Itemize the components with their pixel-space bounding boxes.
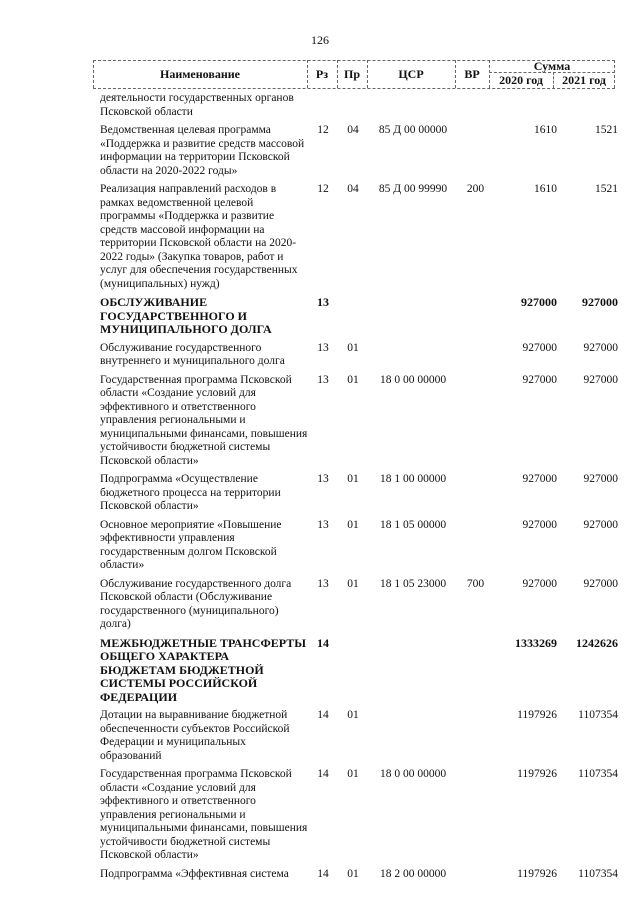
row-csr xyxy=(368,632,458,705)
row-csr: 18 0 00 00000 xyxy=(379,373,447,386)
row-pr: 01 xyxy=(347,373,359,386)
row-sum-2021: 927000 xyxy=(583,518,618,531)
header-csr: ЦСР xyxy=(398,66,424,81)
page-number: 126 xyxy=(311,33,329,47)
table-header xyxy=(93,60,615,88)
row-rz: 14 xyxy=(317,709,329,721)
row-sum-2020: 1610 xyxy=(534,183,557,195)
row-name: Реализация направлений расходов в рамках ведомственной целевой программы «Поддержка и развитие средств массовой информации на территории Псковской области на 2020-2022 годы» (Закупка товаров, работ и услуг для обеспечения государственных (муниципальных) нужд) xyxy=(100,183,298,290)
row-pr: 01 xyxy=(347,867,359,880)
header-year-2020: 2020 год xyxy=(499,72,543,87)
row-vr xyxy=(458,369,493,469)
header-name: Наименование xyxy=(160,66,240,81)
row-csr: 18 2 00 00000 xyxy=(379,867,447,880)
row-name: Обслуживание государственного внутреннего и муниципального долга xyxy=(100,341,285,367)
row-sum-2021: 927000 xyxy=(582,295,618,309)
table-row xyxy=(100,763,618,863)
row-sum-2021: 1521 xyxy=(595,183,618,195)
row-pr: 01 xyxy=(347,577,359,590)
row-sum-2020: 927000 xyxy=(522,373,557,386)
row-sum-2020: 1197926 xyxy=(517,867,557,880)
row-sum-2020: 1197926 xyxy=(517,768,557,780)
row-rz: 13 xyxy=(317,518,329,531)
row-pr: 04 xyxy=(347,183,359,195)
row-rz: 13 xyxy=(317,373,329,386)
row-csr xyxy=(368,337,458,369)
row-csr xyxy=(368,704,458,763)
header-vr: ВР xyxy=(464,66,480,81)
table-row xyxy=(100,573,618,632)
row-name: деятельности государственных органов Псковской области xyxy=(100,92,294,118)
row-name: Подпрограмма «Эффективная система xyxy=(100,867,289,880)
row-vr xyxy=(458,704,493,763)
budget-table xyxy=(100,92,618,881)
row-sum-2020: 927000 xyxy=(522,341,557,354)
row-vr xyxy=(458,763,493,863)
row-sum-2020: 927000 xyxy=(522,518,557,531)
row-vr xyxy=(458,92,493,119)
row-rz: 14 xyxy=(317,867,329,880)
header-sum: Сумма xyxy=(533,58,571,73)
row-rz: 12 xyxy=(317,183,329,195)
table-row xyxy=(100,863,618,882)
row-pr: 01 xyxy=(347,341,359,354)
row-pr: 04 xyxy=(347,124,359,136)
table-row xyxy=(100,632,618,705)
row-vr xyxy=(458,337,493,369)
header-rz: Рз xyxy=(315,66,329,81)
row-pr xyxy=(338,291,368,337)
row-sum-2020: 927000 xyxy=(522,473,557,485)
row-csr: 18 1 00 00000 xyxy=(379,473,447,485)
row-name: МЕЖБЮДЖЕТНЫЕ ТРАНСФЕРТЫ ОБЩЕГО ХАРАКТЕРА БЮДЖЕТАМ БЮДЖЕТНОЙ СИСТЕМЫ РОССИЙСКОЙ ФЕДЕРАЦИИ xyxy=(100,635,307,704)
header-year-2021: 2021 год xyxy=(562,72,606,87)
row-name: Обслуживание государственного долга Псковской области (Обслуживание государственного (муниципального) долга) xyxy=(100,577,292,630)
row-pr xyxy=(338,632,368,705)
row-pr xyxy=(338,92,368,119)
row-sum-2021: 1107354 xyxy=(578,709,618,721)
row-csr: 18 0 00 00000 xyxy=(379,768,447,780)
row-vr: 200 xyxy=(466,183,485,195)
row-sum-2021: 927000 xyxy=(583,373,618,386)
row-vr xyxy=(458,119,493,178)
row-csr: 18 1 05 23000 xyxy=(379,577,447,590)
row-sum-2020: 1197926 xyxy=(517,709,557,721)
row-sum-2021: 927000 xyxy=(583,473,618,485)
row-name: Дотации на выравнивание бюджетной обеспеченности субъектов Российской Федерации и муниципальных образований xyxy=(100,709,290,762)
row-rz: 12 xyxy=(317,124,329,136)
row-sum-2021 xyxy=(563,92,618,119)
row-name: Ведомственная целевая программа «Поддержка и развитие средств массовой информации на территории Псковской области на 2020-2022 годы» xyxy=(100,124,305,177)
row-rz: 13 xyxy=(317,577,329,590)
row-pr: 01 xyxy=(347,709,359,721)
row-name: Государственная программа Псковской области «Создание условий для эффективного и ответственного управления региональными и муниципальными финансами, повышения устойчивости бюджетной системы Псковской области» xyxy=(100,373,308,467)
row-csr: 85 Д 00 99990 xyxy=(378,183,448,195)
row-csr: 85 Д 00 00000 xyxy=(378,124,448,136)
table-row xyxy=(100,468,618,514)
row-pr: 01 xyxy=(347,768,359,780)
table-row xyxy=(100,291,618,337)
row-name: Подпрограмма «Осуществление бюджетного процесса на территории Псковской области» xyxy=(100,473,281,512)
row-csr xyxy=(368,92,458,119)
row-sum-2021: 1107354 xyxy=(578,768,618,780)
row-pr: 01 xyxy=(347,473,359,485)
row-pr: 01 xyxy=(347,518,359,531)
row-rz xyxy=(308,92,338,119)
row-vr xyxy=(458,863,493,882)
table-row xyxy=(100,178,618,291)
row-name: Государственная программа Псковской области «Создание условий для эффективного и ответственного управления региональными и муниципальными финансами, повышения устойчивости бюджетной системы Псковской области» xyxy=(100,768,308,861)
row-rz: 13 xyxy=(317,295,329,309)
row-rz: 13 xyxy=(317,473,329,485)
row-sum-2021: 1521 xyxy=(595,124,618,136)
row-sum-2021: 1242626 xyxy=(576,635,618,650)
row-sum-2020: 1333269 xyxy=(515,635,557,650)
table-row xyxy=(100,337,618,369)
row-csr: 18 1 05 00000 xyxy=(379,518,447,531)
row-sum-2020 xyxy=(493,92,563,119)
row-vr xyxy=(458,468,493,514)
row-name: ОБСЛУЖИВАНИЕ ГОСУДАРСТВЕННОГО И МУНИЦИПАЛЬНОГО ДОЛГА xyxy=(100,295,272,336)
row-vr: 700 xyxy=(466,577,485,590)
row-sum-2021: 927000 xyxy=(583,341,618,354)
row-sum-2020: 927000 xyxy=(521,295,557,309)
row-rz: 14 xyxy=(317,768,329,780)
row-rz: 13 xyxy=(317,341,329,354)
row-csr xyxy=(368,291,458,337)
row-sum-2021: 927000 xyxy=(583,577,618,590)
row-rz: 14 xyxy=(317,635,329,650)
table-row xyxy=(100,92,618,119)
row-sum-2021: 1107354 xyxy=(578,867,618,880)
table-row xyxy=(100,369,618,469)
row-vr xyxy=(458,632,493,705)
row-name: Основное мероприятие «Повышение эффективности управления государственным долгом Псковской области» xyxy=(100,518,282,571)
table-row xyxy=(100,704,618,763)
row-sum-2020: 927000 xyxy=(522,577,557,590)
row-vr xyxy=(458,291,493,337)
table-row xyxy=(100,119,618,178)
header-pr: Пр xyxy=(343,66,360,81)
table-row xyxy=(100,514,618,573)
row-vr xyxy=(458,514,493,573)
row-sum-2020: 1610 xyxy=(534,124,557,136)
